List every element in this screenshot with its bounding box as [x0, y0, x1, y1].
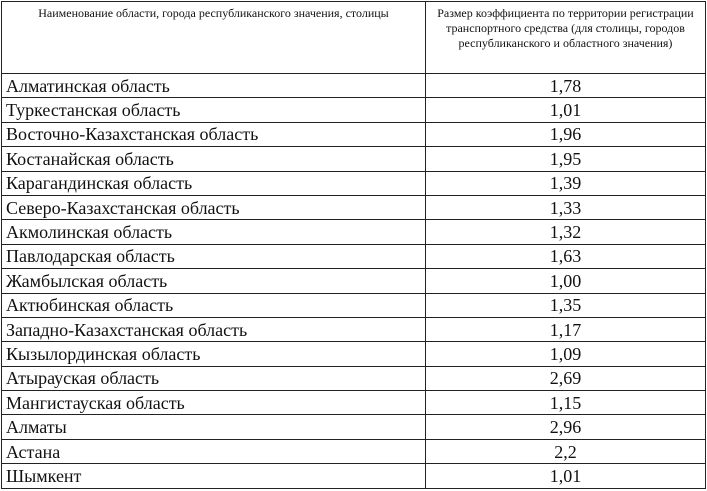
coefficient-cell: 1,33 [426, 195, 706, 219]
table-row [2, 244, 706, 268]
table-row [2, 293, 706, 317]
region-name-cell: Алматинская область [2, 74, 426, 98]
coefficient-cell: 1,17 [426, 317, 706, 341]
region-name-cell: Атырауская область [2, 366, 426, 390]
coefficient-cell: 2,69 [426, 366, 706, 390]
region-name-cell: Туркестанская область [2, 98, 426, 122]
table-row [2, 464, 706, 488]
coefficient-cell: 1,00 [426, 269, 706, 293]
header-region-name: Наименование области, города республиканского значения, столицы [2, 2, 426, 74]
coefficient-cell: 1,78 [426, 74, 706, 98]
coefficient-cell: 1,01 [426, 464, 706, 488]
coefficient-cell: 1,95 [426, 147, 706, 171]
region-name-cell: Алматы [2, 415, 426, 439]
region-name-cell: Павлодарская область [2, 244, 426, 268]
table-row [2, 342, 706, 366]
table-row [2, 269, 706, 293]
region-name-cell: Шымкент [2, 464, 426, 488]
coefficient-cell: 1,96 [426, 122, 706, 146]
table-row [2, 439, 706, 463]
table-body [2, 74, 706, 489]
region-name-cell: Западно-Казахстанская область [2, 317, 426, 341]
coefficient-cell: 1,01 [426, 98, 706, 122]
table-row [2, 391, 706, 415]
table-row [2, 220, 706, 244]
table-row [2, 366, 706, 390]
table-row [2, 122, 706, 146]
coefficient-cell: 2,96 [426, 415, 706, 439]
coefficient-table [1, 1, 706, 489]
region-name-cell: Жамбылская область [2, 269, 426, 293]
region-name-cell: Восточно-Казахстанская область [2, 122, 426, 146]
table-row [2, 171, 706, 195]
region-name-cell: Кызылординская область [2, 342, 426, 366]
region-name-cell: Астана [2, 439, 426, 463]
region-name-cell: Северо-Казахстанская область [2, 195, 426, 219]
coefficient-cell: 1,35 [426, 293, 706, 317]
header-coefficient: Размер коэффициента по территории регистрации транспортного средства (для столицы, городов республиканского и областного значения) [426, 2, 706, 74]
region-name-cell: Акмолинская область [2, 220, 426, 244]
coefficient-cell: 2,2 [426, 439, 706, 463]
region-name-cell: Костанайская область [2, 147, 426, 171]
region-name-cell: Актюбинская область [2, 293, 426, 317]
region-name-cell: Мангистауская область [2, 391, 426, 415]
table-row [2, 317, 706, 341]
coefficient-cell: 1,63 [426, 244, 706, 268]
region-name-cell: Карагандинская область [2, 171, 426, 195]
coefficient-cell: 1,32 [426, 220, 706, 244]
table-row [2, 415, 706, 439]
table-row [2, 147, 706, 171]
coefficient-cell: 1,09 [426, 342, 706, 366]
coefficient-cell: 1,39 [426, 171, 706, 195]
coefficient-cell: 1,15 [426, 391, 706, 415]
table-row [2, 195, 706, 219]
table-header-row [2, 2, 706, 74]
table-row [2, 98, 706, 122]
table-row [2, 74, 706, 98]
